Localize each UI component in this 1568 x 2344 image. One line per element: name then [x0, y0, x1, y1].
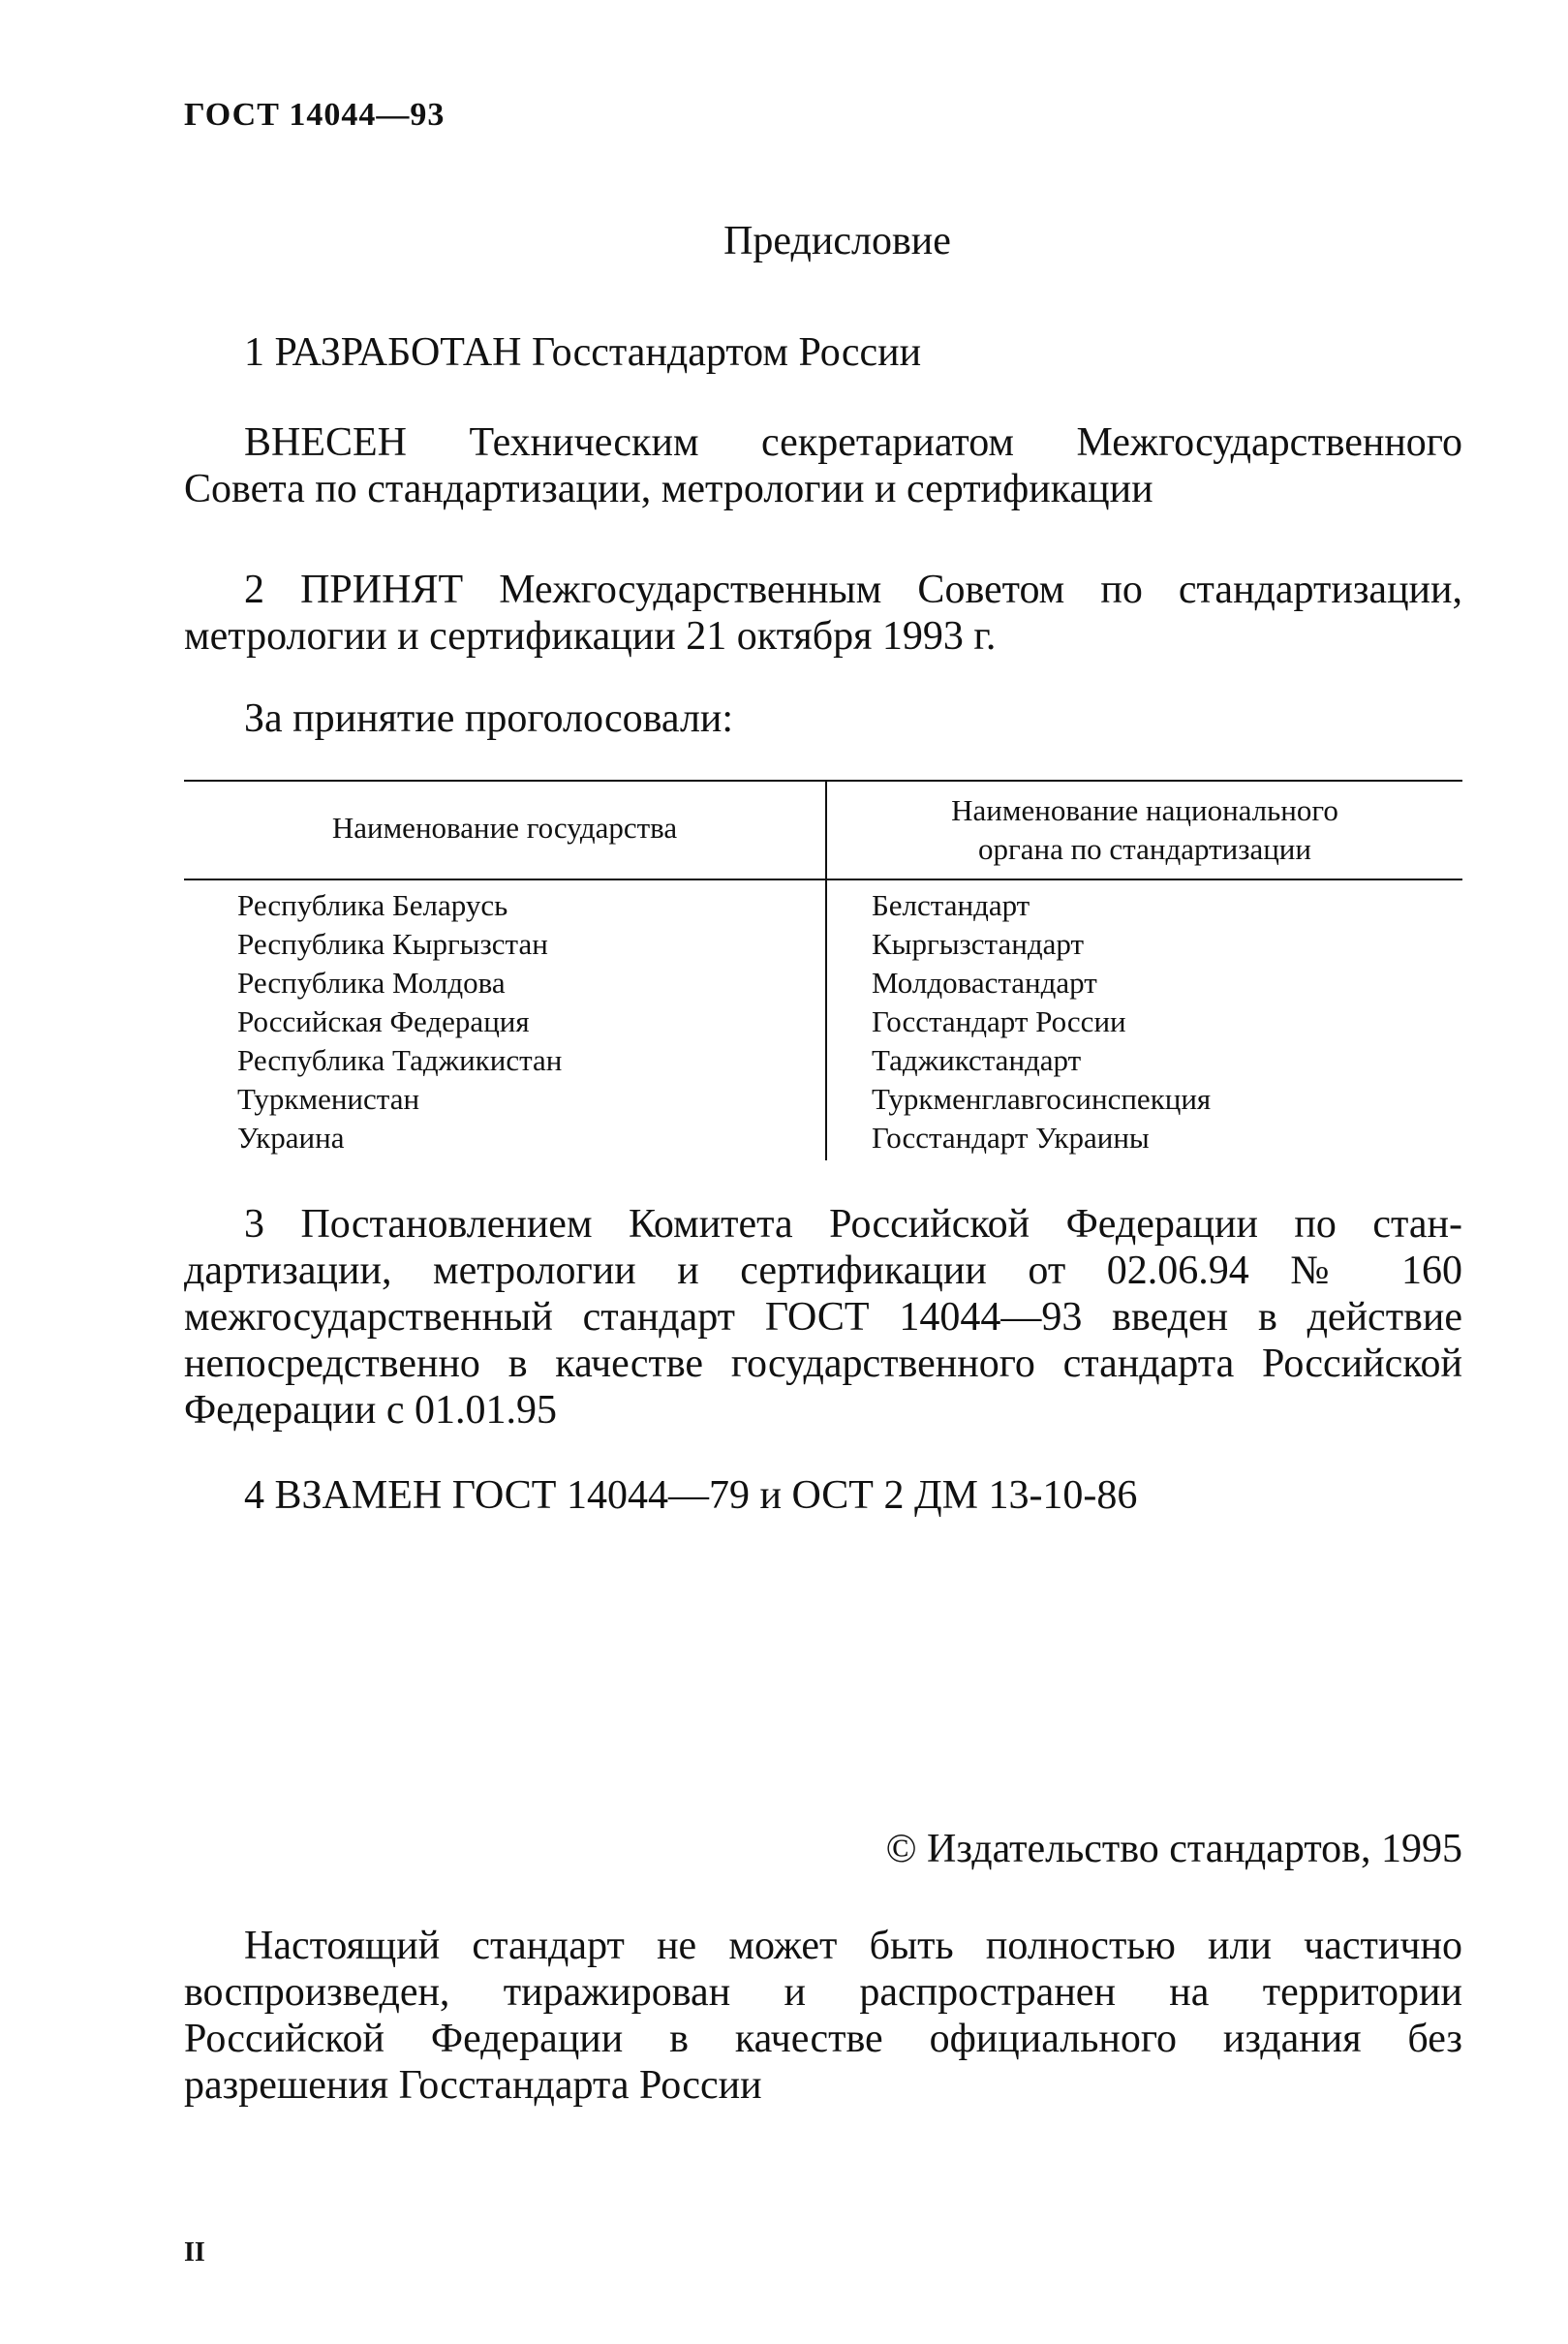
- copyright-notice: © Издательство стандартов, 1995: [885, 1827, 1462, 1871]
- body-cell: Кыргызстандарт: [872, 927, 1084, 961]
- submitted-line-2: Совета по стандартизации, метрологии и сертификации: [184, 467, 1153, 511]
- table-row: [184, 886, 1462, 925]
- page-number: II: [184, 2237, 205, 2267]
- submitted-line-1: ВНЕСЕН Техническим секретариатом Межгосударственного: [244, 420, 1462, 465]
- resolution-line-2: дартизации, метрологии и сертификации от 02.06.94 № 160: [184, 1249, 1462, 1293]
- replaces-text: 4 ВЗАМЕН ГОСТ 14044—79 и ОСТ 2 ДМ 13-10-86: [244, 1473, 1138, 1518]
- adopted-line-1: 2 ПРИНЯТ Межгосударственным Советом по стандартизации,: [244, 568, 1462, 612]
- clause-1-developed: [184, 329, 1462, 376]
- table-header-state: Наименование государства: [331, 811, 678, 845]
- notice-line-2: воспроизведен, тиражирован и распространен на территории: [184, 1970, 1462, 2015]
- resolution-line-3: межгосударственный стандарт ГОСТ 14044—93 введен в действие: [184, 1295, 1462, 1340]
- clause-1-submitted: [184, 419, 1462, 512]
- notice-line-3: Российской Федерации в качестве официального издания без: [184, 2017, 1462, 2061]
- table-row: [184, 925, 1462, 964]
- body-cell: Таджикстандарт: [872, 1043, 1082, 1077]
- section-title: Предисловие: [723, 219, 951, 263]
- table-header-rule: [184, 879, 1462, 880]
- voted-text: За принятие проголосовали:: [244, 696, 734, 741]
- table-row: [184, 1119, 1462, 1157]
- adopted-line-2: метрологии и сертификации 21 октября 1993 г.: [184, 614, 997, 659]
- state-cell: Украина: [237, 1121, 345, 1155]
- document-code: ГОСТ 14044—93: [184, 97, 446, 133]
- state-cell: Республика Кыргызстан: [237, 927, 548, 961]
- table-row: [184, 1041, 1462, 1080]
- resolution-line-5: Федерации с 01.01.95: [184, 1388, 557, 1433]
- resolution-line-1: 3 Постановлением Комитета Российской Федерации по стан-: [244, 1202, 1462, 1247]
- table-top-rule: [184, 780, 1462, 782]
- body-cell: Молдовастандарт: [872, 966, 1097, 1000]
- resolution-line-4: непосредственно в качестве государственного стандарта Российской: [184, 1342, 1462, 1386]
- body-cell: Госстандарт России: [872, 1004, 1126, 1038]
- voted-heading: [184, 695, 1462, 742]
- body-cell: Госстандарт Украины: [872, 1121, 1150, 1155]
- table-row: [184, 964, 1462, 1002]
- state-cell: Республика Беларусь: [237, 888, 508, 922]
- clause-2-adopted: [184, 567, 1462, 660]
- state-cell: Туркменистан: [237, 1082, 420, 1116]
- reproduction-notice: [184, 1923, 1462, 2109]
- table-header-body-line-2: органа по стандартизации: [978, 832, 1311, 866]
- state-cell: Российская Федерация: [237, 1004, 530, 1038]
- table-header-body-line-1: Наименование национального: [951, 793, 1338, 827]
- table-body: [184, 886, 1462, 1157]
- state-cell: Республика Таджикистан: [237, 1043, 563, 1077]
- notice-line-4: разрешения Госстандарта России: [184, 2063, 762, 2108]
- table-row: [184, 1002, 1462, 1041]
- body-cell: Туркменглавгосинспекция: [872, 1082, 1212, 1116]
- table-header-national-body: [827, 791, 1462, 869]
- voting-table: [184, 780, 1462, 1160]
- clause-4-replaces: [184, 1472, 1462, 1519]
- clause-1-text: 1 РАЗРАБОТАН Госстандартом России: [244, 330, 922, 375]
- state-cell: Республика Молдова: [237, 966, 506, 1000]
- clause-3-resolution: [184, 1201, 1462, 1434]
- body-cell: Белстандарт: [872, 888, 1030, 922]
- notice-line-1: Настоящий стандарт не может быть полностью или частично: [244, 1924, 1462, 1968]
- table-row: [184, 1080, 1462, 1119]
